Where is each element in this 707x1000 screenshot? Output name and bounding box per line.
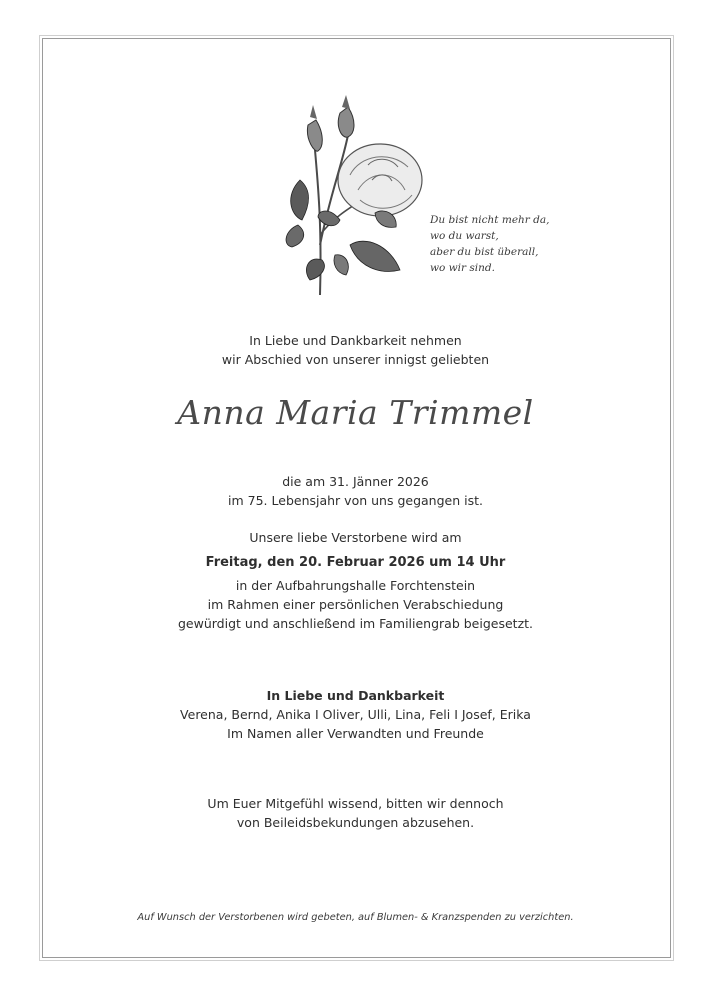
condolence-note — [42, 794, 669, 832]
quote-line: wo wir sind. — [430, 262, 495, 274]
family-heading: In Liebe und Dankbarkeit — [266, 688, 445, 703]
funeral-location: in der Aufbahrungshalle Forchtenstein — [235, 578, 476, 593]
age-line: im 75. Lebensjahr von uns gegangen ist. — [228, 493, 483, 508]
quote-line: wo du warst, — [430, 230, 499, 242]
condolence-line: von Beileidsbekundungen abzusehen. — [236, 815, 475, 830]
funeral-line: gewürdigt und anschließend im Familiengrab beigesetzt. — [177, 616, 534, 631]
quote-line: aber du bist überall, — [430, 246, 539, 258]
family-section — [42, 686, 669, 743]
footer-note: Auf Wunsch der Verstorbenen wird gebeten, auf Blumen- & Kranzspenden zu verzichten. — [137, 912, 574, 923]
rose-illustration — [280, 95, 430, 305]
poem-quote — [430, 212, 580, 276]
death-details — [42, 472, 669, 510]
intro-line: In Liebe und Dankbarkeit nehmen — [249, 333, 462, 348]
intro-line: wir Abschied von unserer innigst geliebten — [221, 352, 490, 367]
family-line: Im Namen aller Verwandten und Freunde — [227, 726, 484, 741]
intro-text — [42, 331, 669, 369]
funeral-line: im Rahmen einer persönlichen Verabschiedung — [207, 597, 504, 612]
quote-line: Du bist nicht mehr da, — [430, 214, 550, 226]
condolence-line: Um Euer Mitgefühl wissend, bitten wir dennoch — [207, 796, 504, 811]
family-names: Verena, Bernd, Anika I Oliver, Ulli, Lina, Feli I Josef, Erika — [180, 707, 531, 722]
funeral-details — [42, 528, 669, 633]
funeral-date: Freitag, den 20. Februar 2026 um 14 Uhr — [205, 555, 506, 570]
deceased-name: Anna Maria Trimmel — [177, 393, 534, 432]
funeral-intro-line: Unsere liebe Verstorbene wird am — [249, 530, 462, 545]
death-date-line: die am 31. Jänner 2026 — [282, 474, 429, 489]
